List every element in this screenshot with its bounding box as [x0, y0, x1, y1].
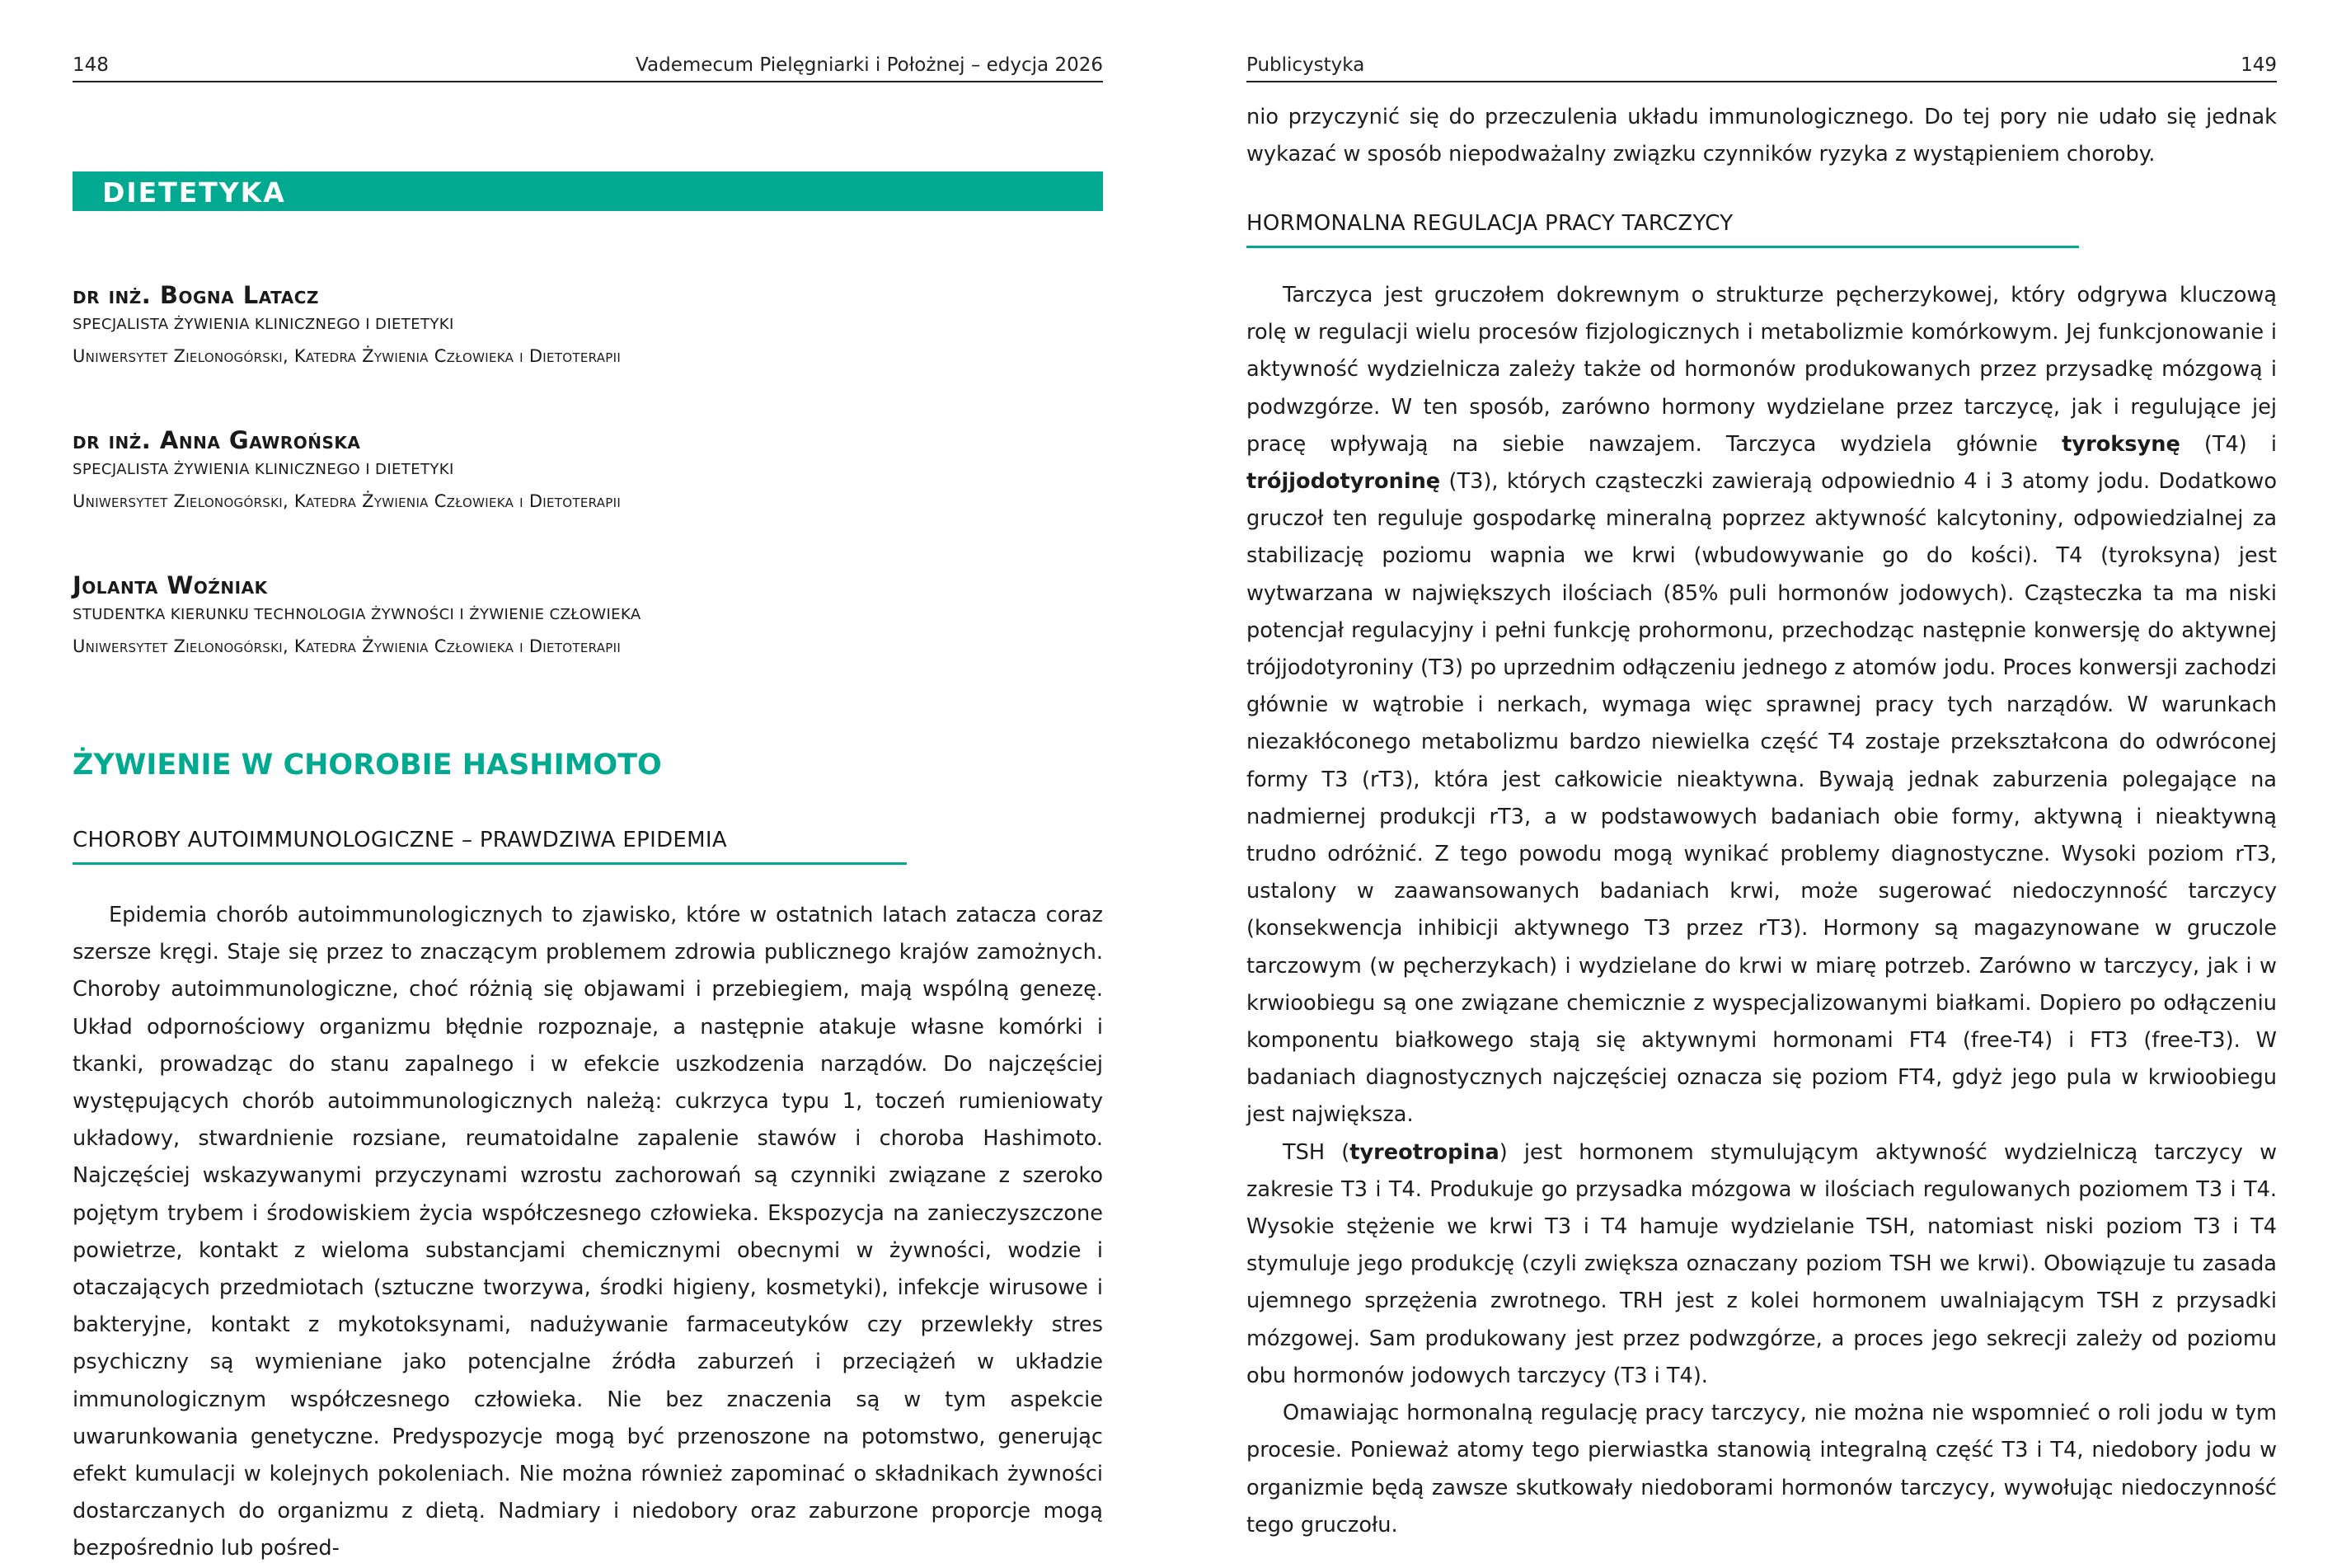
paragraph: [1246, 277, 2277, 1134]
author-affiliation: Uniwersytet Zielonogórski, Katedra Żywienia Człowieka i Dietoterapii: [73, 346, 622, 366]
paragraph: [1246, 1134, 2277, 1395]
author-name: Jolanta Woźniak: [73, 571, 268, 599]
running-title-right: Publicystyka: [1246, 54, 1365, 76]
text-run: ) jest hormonem stymulującym aktywność wydzielniczą tarczycy w zakresie T3 i T4. Produkuje go przysadka mózgowa w ilościach regulowanych poziomem T3 i T4. Wysokie stężenie we krwi T3 i T4 hamuje wydzielanie TSH, natomiast niski poziom T3 i T4 stymuluje jego produkcję (czyli zwiększa oznaczany poziom TSH we krwi). Obowiązuje tu zasada ujemnego sprzężenia zwrotnego. TRH jest z kolei hormonem uwalniającym TSH z przysadki mózgowej. Sam produkowany jest przez podwzgórze, a proces jego sekrecji zależy od poziomu obu hormonów jodowych tarczycy (T3 i T4).: [1246, 1139, 2277, 1388]
running-title-left: Vademecum Pielęgniarki i Położnej – edycja 2026: [636, 54, 1103, 76]
author-block-2: [73, 425, 1103, 513]
bold-term: tyroksynę: [2062, 431, 2180, 457]
page-number-left: 148: [73, 54, 109, 76]
author-role: SPECJALISTA ŻYWIENIA KLINICZNEGO I DIETETYKI: [73, 461, 454, 478]
page-number-right: 149: [2241, 54, 2277, 76]
paragraph: Omawiając hormonalną regulację pracy tarczycy, nie można nie wspomnieć o roli jodu w tym procesie. Ponieważ atomy tego pierwiastka stanowią integralną część T3 i T4, niedobory jodu w organizmie będą zawsze skutkowały niedoborami hormonów tarczycy, wywołując niedoczynność tego gruczołu.: [1246, 1401, 2277, 1537]
author-block-3: [73, 570, 1103, 658]
running-head-right: [1246, 54, 2277, 82]
body-text-right: [1246, 277, 2277, 1544]
article-title: ŻYWIENIE W CHOROBIE HASHIMOTO: [73, 749, 662, 782]
author-role: STUDENTKA KIERUNKU TECHNOLOGIA ŻYWNOŚCI I ŻYWIENIE CZŁOWIEKA: [73, 606, 641, 623]
text-run: (T3), których cząsteczki zawierają odpowiednio 4 i 3 atomy jodu. Dodatkowo gruczoł ten reguluje gospodarkę mineralną poprzez aktywność kalcytoniny, odpowiedzialnej za stabilizację poziomu wapnia we krwi (wbudowywanie go do kości). T4 (tyroksyna) jest wytwarzana w największych ilościach (85% puli hormonów jodowych). Cząsteczka ta ma niski potencjał regulacyjny i pełni funkcję prohormonu, przechodząc następnie konwersję do aktywnej trójjodotyroniny (T3) po uprzednim odłączeniu jednego z atomów jodu. Proces konwersji zachodzi głównie w wątrobie i nerkach, wymaga więc sprawnej pracy tych narządów. W warunkach niezakłóconego metabolizmu bardzo niewielka część T4 zostaje przekształcona do odwróconej formy T3 (rT3), która jest całkowicie nieaktywna. Bywają jednak zaburzenia polegające na nadmiernej produkcji rT3, a w podstawowych badaniach obie formy, aktywną i nieaktywną trudno odróżnić. Z tego powodu mogą wynikać problemy diagnostyczne. Wysoki poziom rT3, ustalony w zaawansowanych badaniach krwi, może sugerować niedoczynność tarczycy (konsekwencja inhibicji aktywnego T3 przez rT3). Hormony są magazynowane w gruczole tarczowym (w pęcherzykach) i wydzielane do krwi w miarę potrzeb. Zarówno w tarczycy, jak i w krwioobiegu są one związane chemicznie z wyspecjalizowanymi białkami. Dopiero po odłączeniu komponentu białkowego stają się aktywnymi hormonami FT4 (free-T4) i FT3 (free-T3). W badaniach diagnostycznych najczęściej oznacza się poziom FT4, gdyż jego pula w krwioobiegu jest największa.: [1246, 469, 2277, 1128]
subheading-right: HORMONALNA REGULACJA PRACY TARCZYCY: [1246, 209, 2079, 248]
section-title: DIETETYKA: [102, 176, 286, 209]
author-affiliation: Uniwersytet Zielonogórski, Katedra Żywienia Człowieka i Dietoterapii: [73, 491, 622, 511]
paragraph: Epidemia chorób autoimmunologicznych to zjawisko, które w ostatnich latach zatacza coraz szersze kręgi. Staje się przez to znaczącym problemem zdrowia publicznego krajów zamożnych. Choroby autoimmunologiczne, choć różnią się objawami i przebiegiem, mają wspólną genezę. Układ odpornościowy organizmu błędnie rozpoznaje, a następnie atakuje własne komórki i tkanki, prowadząc do stanu zapalnego i w efekcie uszkodzenia narządów. Do najczęściej występujących chorób autoimmunologicznych należą: cukrzyca typu 1, toczeń rumieniowaty układowy, stwardnienie rozsiane, reumatoidalne zapalenie stawów i choroba Hashimoto. Najczęściej wskazywanymi przyczynami wzrostu zachorowań są czynniki związane z szeroko pojętym trybem i środowiskiem życia współczesnego człowieka. Ekspozycja na zanieczyszczone powietrze, kontakt z wieloma substancjami chemicznymi obecnymi w żywności, wodzie i otaczających przedmiotach (sztuczne tworzywa, środki higieny, kosmetyki), infekcje wirusowe i bakteryjne, kontakt z mykotoksynami, nadużywanie farmaceutyków czy przewlekły stres psychiczny są wymieniane jako potencjalne źródła zaburzeń i przeciążeń w układzie immunologicznym współczesnego człowieka. Nie bez znaczenia są w tym aspekcie uwarunkowania genetyczne. Predyspozycje mogą być przenoszone na potomstwo, generując efekt kumulacji w kolejnych pokoleniach. Nie można również zapominać o składnikach żywności dostarczanych do organizmu z dietą. Nadmiary i niedobory oraz zaburzone proporcje mogą bezpośrednio lub pośred-: [73, 903, 1103, 1561]
text-run: TSH (: [1283, 1139, 1350, 1165]
author-block-1: [73, 280, 1103, 368]
section-banner: [73, 171, 1103, 211]
author-name: dr inż. Anna Gawrońska: [73, 426, 361, 454]
author-affiliation: Uniwersytet Zielonogórski, Katedra Żywienia Człowieka i Dietoterapii: [73, 636, 622, 656]
subheading-left: CHOROBY AUTOIMMUNOLOGICZNE – PRAWDZIWA EPIDEMIA: [73, 826, 907, 865]
text-run: (T4) i: [2180, 431, 2277, 457]
left-page: [73, 0, 1103, 1561]
continuation-text: [1246, 99, 2277, 173]
bold-term: tyreotropina: [1349, 1139, 1499, 1165]
paragraph: nio przyczynić się do przeczulenia układu immunologicznego. Do tej pory nie udało się jednak wykazać w sposób niepodważalny związku czynników ryzyka z wystąpieniem choroby.: [1246, 105, 2277, 167]
author-role: SPECJALISTA ŻYWIENIA KLINICZNEGO I DIETETYKI: [73, 316, 454, 333]
author-name: dr inż. Bogna Latacz: [73, 281, 319, 309]
right-page: [1246, 0, 2277, 1558]
running-head-left: [73, 54, 1103, 82]
text-run: Tarczyca jest gruczołem dokrewnym o strukturze pęcherzykowej, który odgrywa kluczową rolę w regulacji wielu procesów fizjologicznych i metabolizmie komórkowym. Jej funkcjonowanie i aktywność wydzielnicza zależy także od hormonów produkowanych przez przysadkę mózgową i podwzgórze. W ten sposób, zarówno hormony wydzielane przez tarczycę, jak i regulujące jej pracę wpływają na siebie nawzajem. Tarczyca wydziela głównie: [1246, 283, 2277, 457]
bold-term: trójjodotyroninę: [1246, 469, 1441, 495]
body-text-left: [73, 897, 1103, 1568]
